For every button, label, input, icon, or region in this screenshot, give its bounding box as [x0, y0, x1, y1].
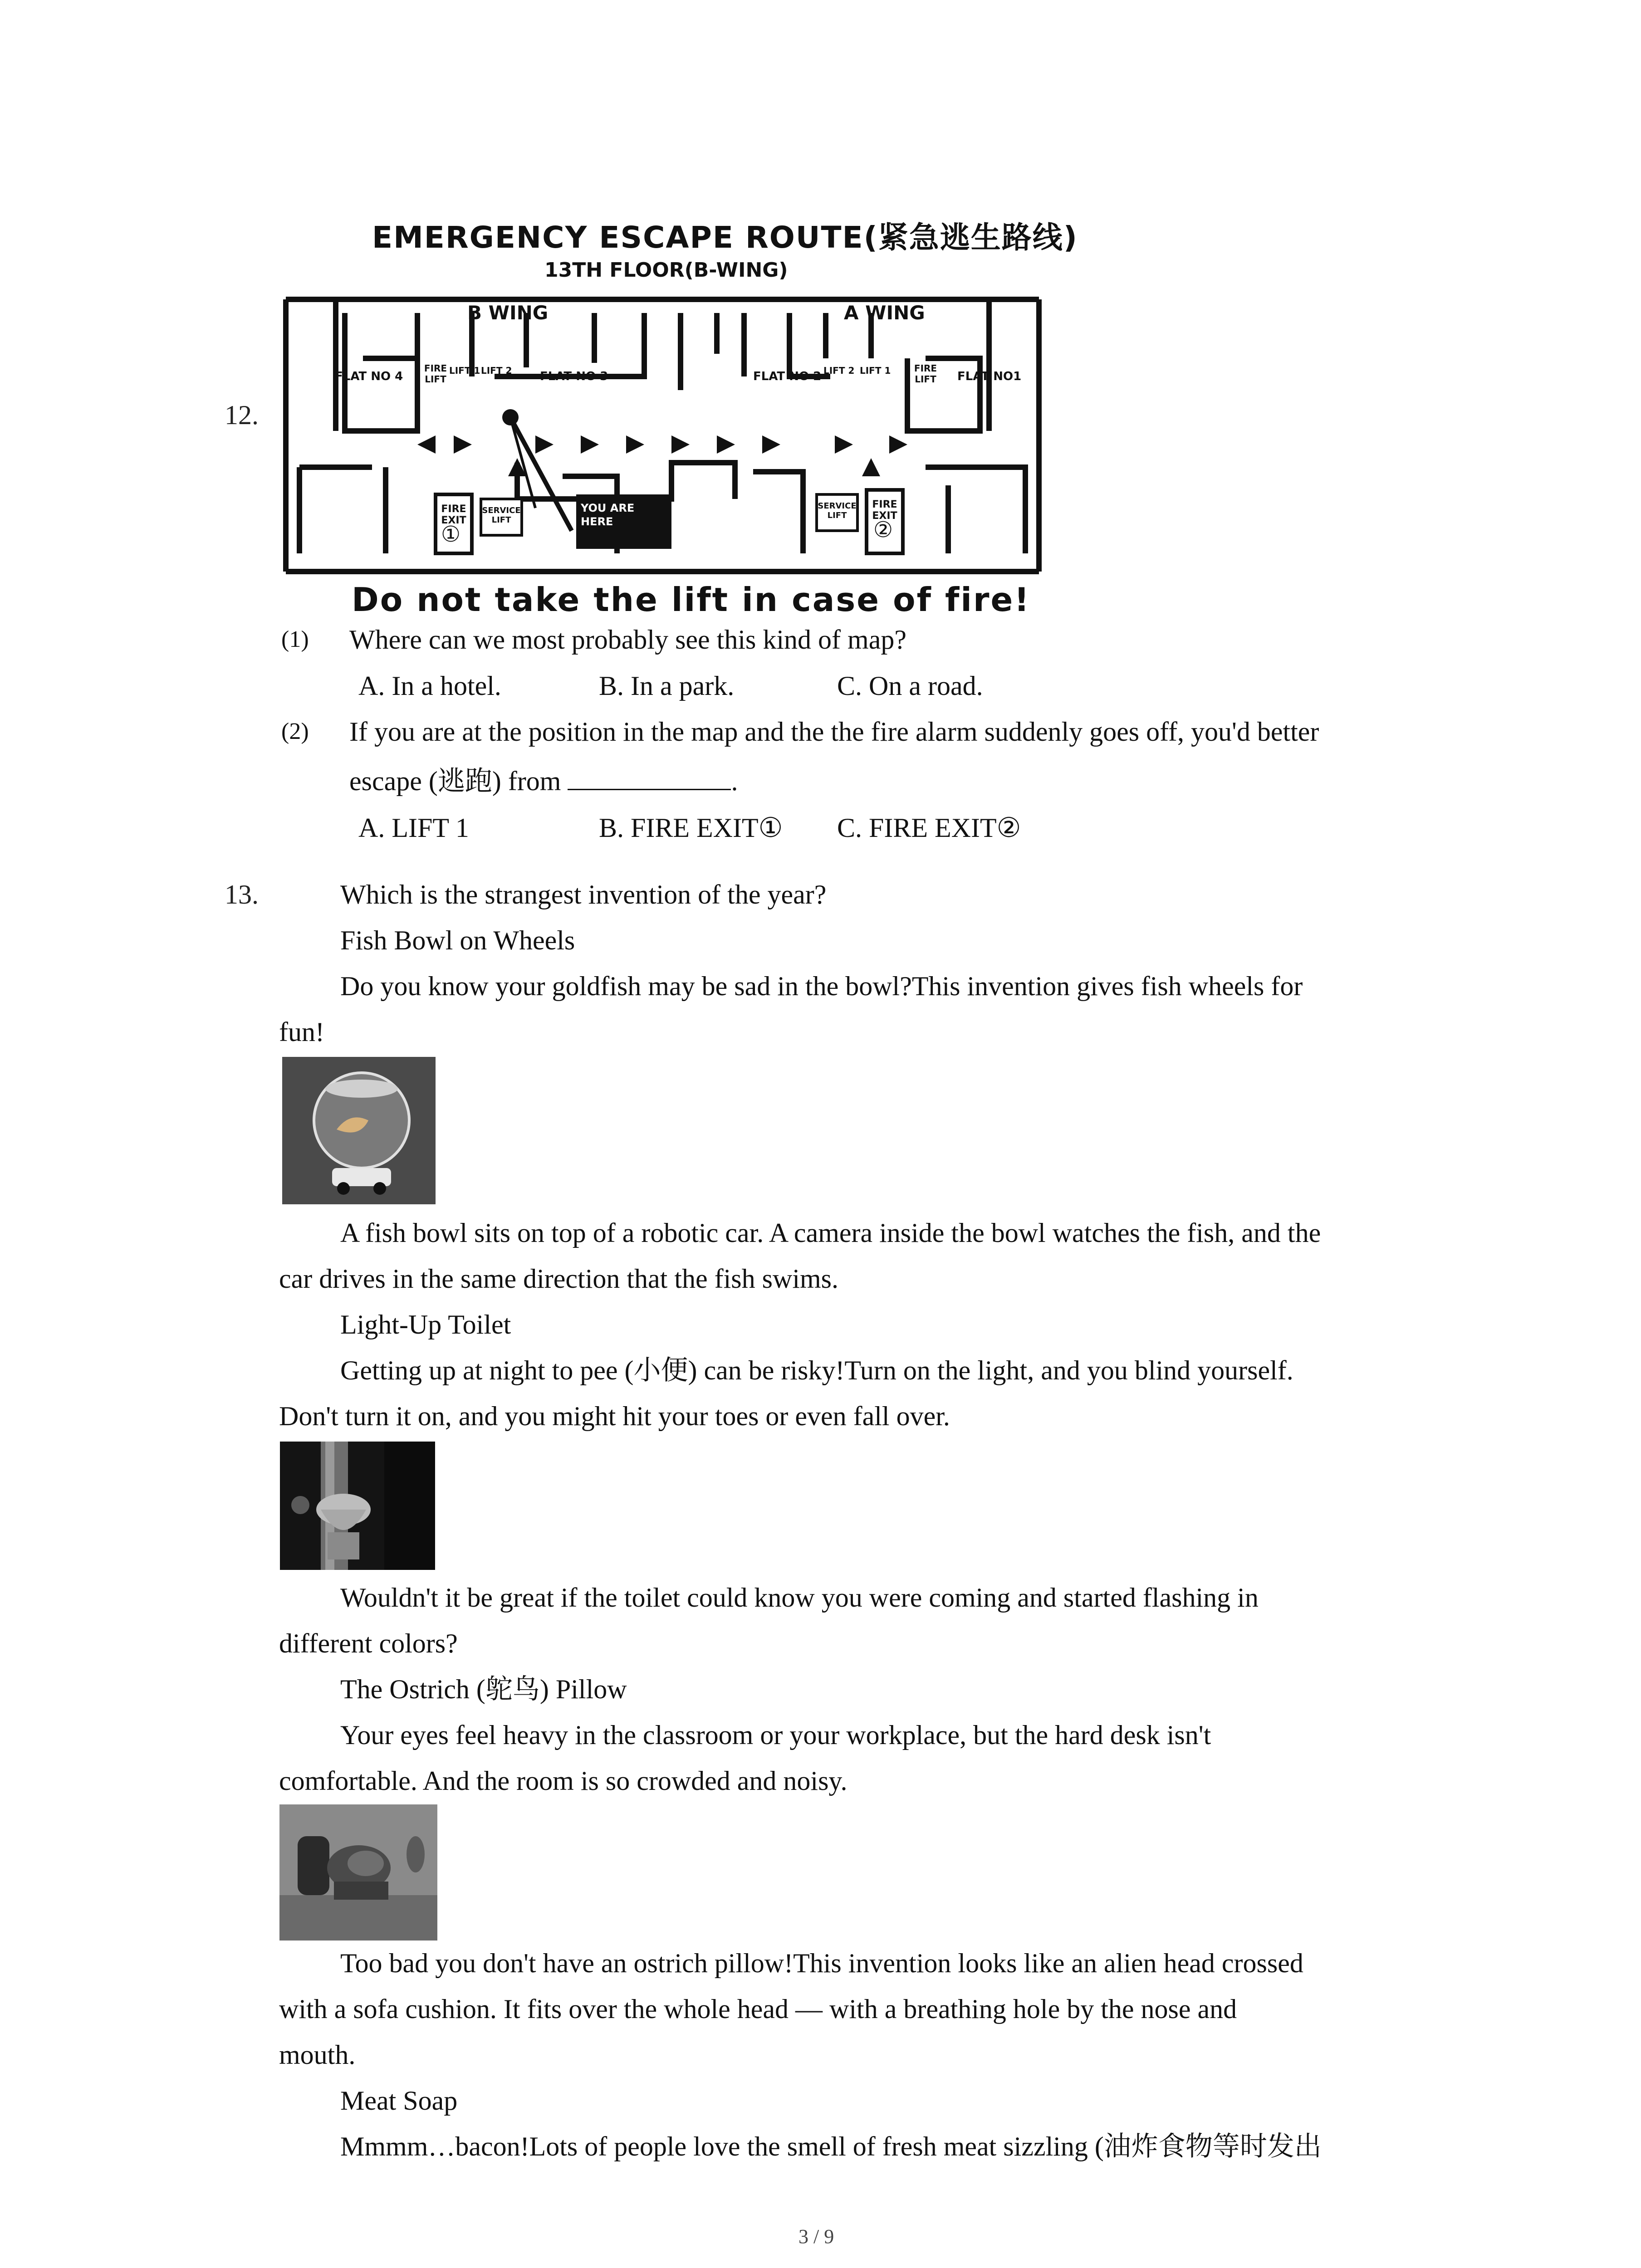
q13-fish-bowl-desc-2: car drives in the same direction that the fish swims. — [279, 1264, 839, 1294]
page-number: 3 / 9 — [798, 2225, 834, 2248]
b-wing-label: B WING — [467, 302, 549, 324]
q13-fish-bowl-desc-1: A fish bowl sits on top of a robotic car. A camera inside the bowl watches the fish, and the — [340, 1218, 1321, 1248]
subquestion-1-option-c: C. On a road. — [837, 671, 983, 701]
subquestion-2-option-c: C. FIRE EXIT② — [837, 813, 1021, 843]
map-subtitle: 13TH FLOOR(B-WING) — [544, 259, 788, 282]
q13-ostrich-text-1: Your eyes feel heavy in the classroom or your workplace, but the hard desk isn't — [340, 1720, 1211, 1750]
light-up-toilet-photo — [280, 1442, 435, 1570]
lift-1-b-label: LIFT 1 — [449, 365, 480, 376]
you-are-here-label: YOU ARE HERE — [581, 502, 635, 528]
q13-heading-ostrich: The Ostrich (鸵鸟) Pillow — [340, 1674, 627, 1704]
question-number-12: 12. — [225, 400, 259, 430]
q13-ostrich-text-4: with a sofa cushion. It fits over the whole head — with a breathing hole by the nose and — [279, 1994, 1237, 2024]
ostrich-pillow-photo — [279, 1804, 437, 1941]
subquestion-2-text-line1: If you are at the position in the map and the the fire alarm suddenly goes off, you'd better — [349, 717, 1319, 747]
lift-1-a-label: LIFT 1 — [860, 365, 891, 376]
flat-no-3-label: FLAT NO 3 — [540, 370, 608, 383]
q13-toilet-text-1: Getting up at night to pee (小便) can be risky!Turn on the light, and you blind yourself. — [340, 1355, 1293, 1385]
answer-blank[interactable] — [568, 767, 731, 790]
lift-2-a-label: LIFT 2 — [823, 365, 855, 376]
subquestion-1-option-a: A. In a hotel. — [358, 671, 501, 701]
q13-ostrich-text-2: comfortable. And the room is so crowded and noisy. — [279, 1766, 847, 1796]
subquestion-2-text-post: . — [731, 766, 738, 796]
q13-fish-bowl-text-2: fun! — [279, 1017, 324, 1047]
subquestion-2-option-a: A. LIFT 1 — [358, 813, 469, 843]
flat-no-2-label: FLAT NO 2 — [753, 370, 822, 383]
q13-heading-fish-bowl: Fish Bowl on Wheels — [340, 925, 575, 955]
map-title: EMERGENCY ESCAPE ROUTE(紧急逃生路线) — [372, 220, 1078, 255]
q13-ostrich-text-5: mouth. — [279, 2040, 356, 2070]
escape-route-map — [281, 213, 1078, 621]
fire-exit-2-label: FIRE EXIT — [872, 499, 897, 522]
subquestion-2-text-line2 — [349, 765, 738, 797]
q13-toilet-text-4: different colors? — [279, 1628, 458, 1658]
fire-exit-1-label: FIRE EXIT — [441, 503, 466, 526]
fire-lift-b-label: FIRE LIFT — [424, 363, 447, 385]
flat-no-4-label: FLAT NO 4 — [335, 370, 403, 383]
subquestion-2-text-pre: escape (逃跑) from — [349, 766, 561, 796]
fish-bowl-photo — [282, 1057, 436, 1204]
q13-ostrich-text-3: Too bad you don't have an ostrich pillow!This invention looks like an alien head crossed — [340, 1948, 1303, 1978]
question-number-13: 13. — [225, 880, 259, 909]
a-wing-label: A WING — [844, 302, 925, 324]
fire-exit-2-number: ② — [873, 518, 893, 542]
q13-prompt: Which is the strangest invention of the year? — [340, 880, 827, 909]
service-lift-b-label: SERVICE LIFT — [482, 506, 521, 525]
fire-lift-a-label: FIRE LIFT — [914, 363, 937, 385]
q13-toilet-text-2: Don't turn it on, and you might hit your toes or even fall over. — [279, 1401, 950, 1431]
q13-meat-soap-text-1: Mmmm…bacon!Lots of people love the smell of fresh meat sizzling (油炸食物等时发出 — [340, 2131, 1322, 2161]
q13-fish-bowl-text-1: Do you know your goldfish may be sad in the bowl?This invention gives fish wheels for — [340, 971, 1303, 1001]
subquestion-1-number: (1) — [281, 626, 309, 652]
lift-2-b-label: LIFT 2 — [481, 365, 512, 376]
subquestion-1-option-b: B. In a park. — [599, 671, 735, 701]
service-lift-a-label: SERVICE LIFT — [818, 501, 857, 520]
q13-toilet-text-3: Wouldn't it be great if the toilet could know you were coming and started flashing in — [340, 1583, 1259, 1613]
subquestion-2-number: (2) — [281, 719, 309, 744]
fire-exit-1-number: ① — [441, 523, 461, 547]
q13-heading-toilet: Light-Up Toilet — [340, 1310, 511, 1339]
subquestion-2-option-b: B. FIRE EXIT① — [599, 813, 783, 843]
flat-no-1-label: FLAT NO1 — [957, 370, 1022, 383]
map-footer-warning: Do not take the lift in case of fire! — [352, 581, 1031, 619]
q13-heading-meat-soap: Meat Soap — [340, 2086, 458, 2116]
floor-plan — [281, 295, 1043, 576]
subquestion-1-text: Where can we most probably see this kind of map? — [349, 625, 906, 655]
